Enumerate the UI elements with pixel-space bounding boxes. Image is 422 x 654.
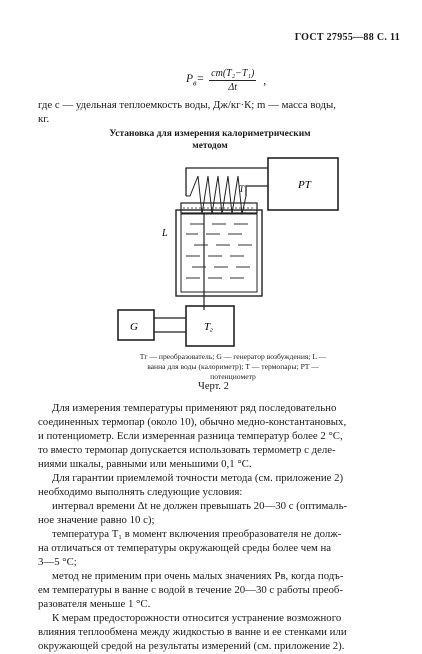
- p5-line-2: ем температуры в ванне с водой в течение 20—30 с работы преоб-: [38, 584, 343, 596]
- p6-line-1: К мерам предосторожности относится устранение возможного: [52, 612, 342, 624]
- p6-line-3: окружающей средой на результаты измерений (см. приложение 2).: [38, 640, 345, 652]
- p2-line-2: необходимо выполнять следующие условия:: [38, 486, 243, 498]
- p3-line-1: интервал времени Δt не должен превышать 20—30 с (оптималь-: [52, 500, 348, 512]
- figure-title-line-1: Установка для измерения калориметрическим: [109, 129, 311, 139]
- transducer-label: Tг: [204, 321, 213, 334]
- paragraph-1: [38, 401, 394, 471]
- formula-denominator: Δt: [228, 82, 238, 93]
- formula-numerator: cm(T₂−T₁): [211, 68, 255, 79]
- potentiometer-label: PT: [298, 179, 311, 191]
- legend-line-1: Tг — преобразователь; G — генератор возбуждения; L —: [139, 352, 327, 361]
- paragraph-6: [38, 611, 394, 653]
- p4-line-3: 3—5 °C;: [38, 556, 77, 568]
- p6-line-2: влияния теплообмена между жидкостью в ванне и ее стенками или: [38, 626, 347, 638]
- bath-outer-wall: [176, 210, 262, 296]
- generator-label: G: [130, 321, 138, 333]
- paragraph-4: [38, 527, 394, 569]
- paragraph-2: [38, 471, 394, 499]
- bath-inner-wall: [181, 214, 257, 292]
- bath-label: L: [162, 228, 168, 239]
- figure-legend: [108, 352, 358, 382]
- p5-line-3: разователя меньше 1 °C.: [38, 598, 151, 610]
- p4-line-1: температура T₁ в момент включения преобразователя не долж-: [52, 528, 342, 540]
- p3-line-2: ное значение равно 10 с);: [38, 514, 155, 526]
- page-header: ГОСТ 27955—88 С. 11: [294, 32, 400, 43]
- p1-line-1: Для измерения температуры применяют ряд последовательно: [52, 402, 337, 414]
- p1-line-4: то вместо термопар допускается использовать термометр с делe-: [38, 444, 336, 456]
- figure-number: Черт. 2: [198, 381, 229, 392]
- formula-lhs: $P_в=$: [186, 73, 205, 88]
- water: [186, 224, 252, 278]
- p1-line-2: соединенных термопар (около 10), обычно медно-константановых,: [38, 416, 347, 428]
- p1-line-5: ниями шкалы, равными или меньшими 0,1 °C.: [38, 458, 252, 470]
- thermocouples-label: T: [239, 184, 245, 194]
- formula-comma: ,: [263, 74, 267, 87]
- p5-line-1: метод не применим при очень малых значениях Pв, когда подъ-: [52, 570, 344, 582]
- p1-line-3: и потенциометр. Если измеренная разница температур более 2 °C,: [38, 430, 343, 442]
- paragraph-5: [38, 569, 394, 611]
- figure-title-line-2: методом: [192, 141, 228, 151]
- p4-line-2: на отличаться от температуры окружающей среды более чем на: [38, 542, 332, 554]
- legend-line-3: потенциометр: [210, 372, 256, 381]
- p2-line-1: Для гарантии приемлемой точности метода (см. приложение 2): [52, 472, 344, 484]
- wire-right: [246, 186, 268, 196]
- where-line-1: где c — удельная теплоемкость воды, Дж/кг·К; m — масса воды,: [38, 99, 336, 111]
- where-line-2: кг.: [38, 113, 50, 125]
- paragraph-3: [38, 499, 394, 527]
- legend-line-2: ванна для воды (калориметр); T — термопары; PT —: [147, 362, 319, 371]
